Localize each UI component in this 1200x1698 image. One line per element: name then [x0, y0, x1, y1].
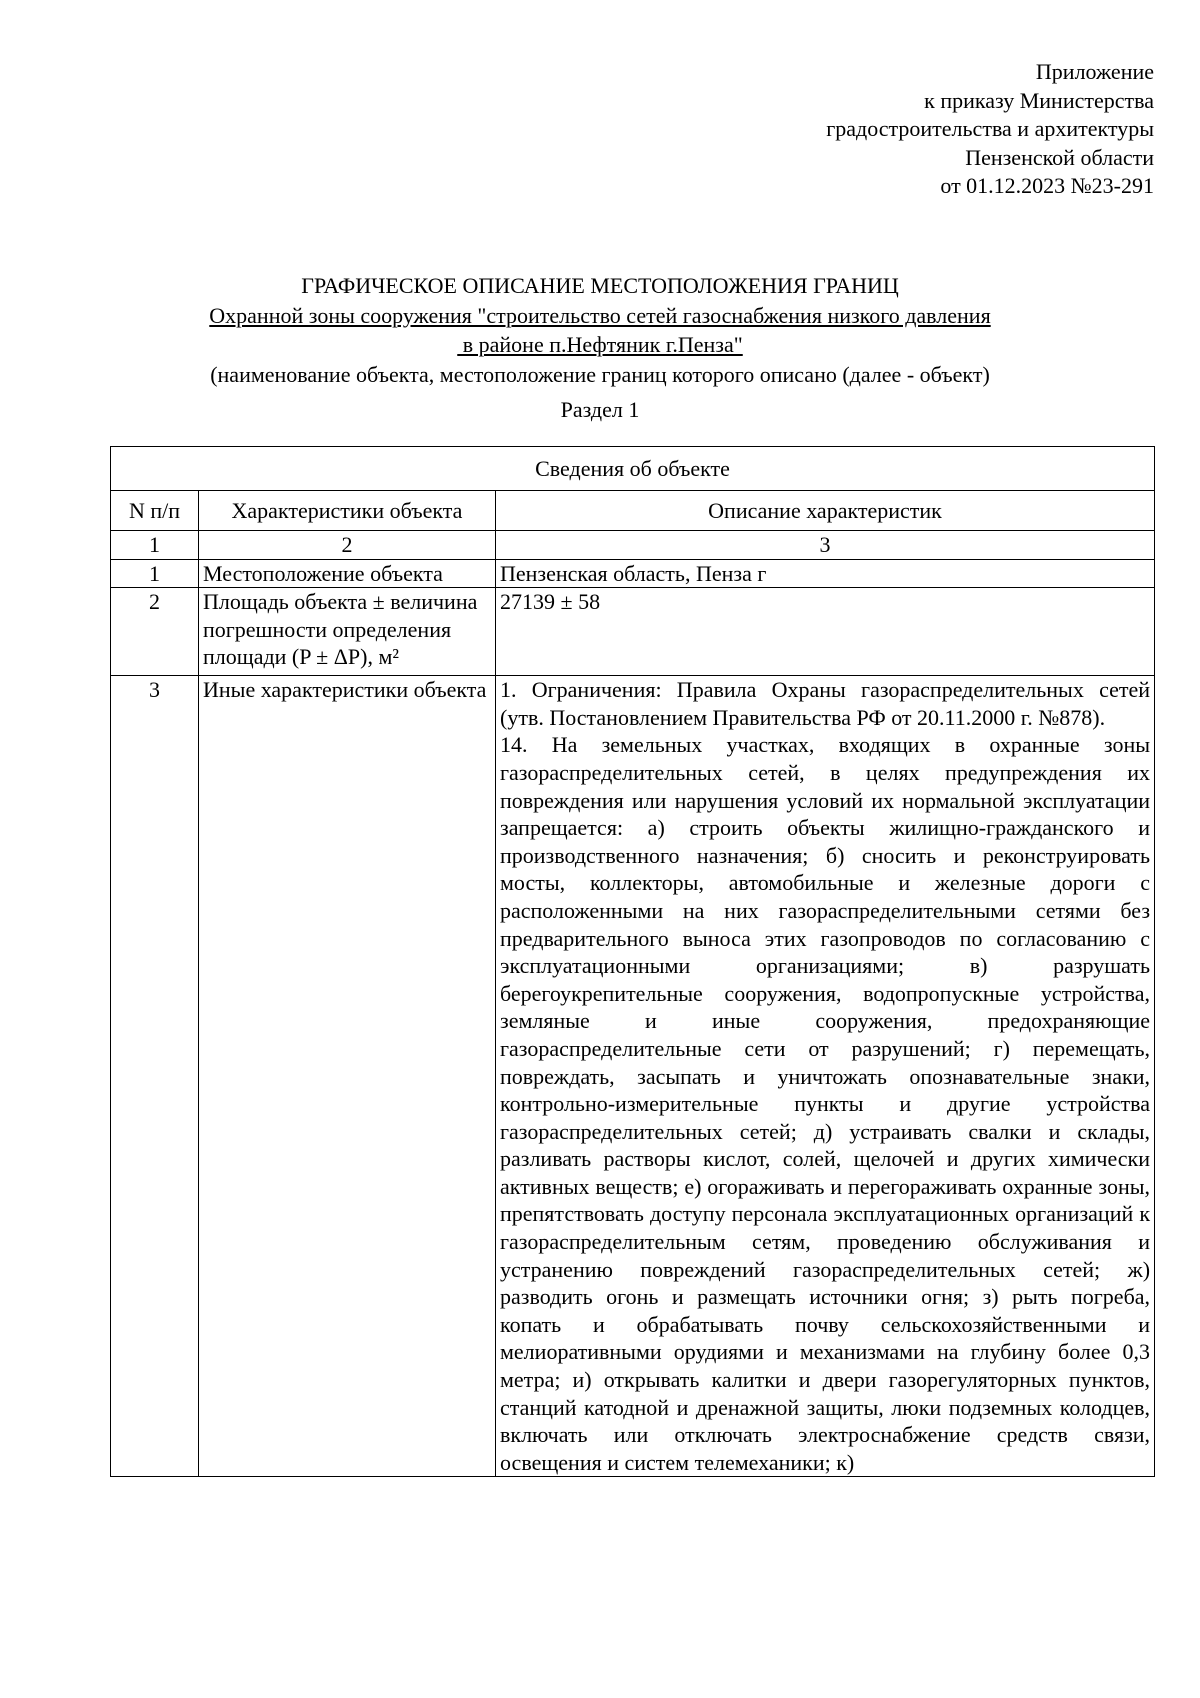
appendix-block: [826, 58, 1154, 201]
document-title: ГРАФИЧЕСКОЕ ОПИСАНИЕ МЕСТОПОЛОЖЕНИЯ ГРАНИЦ: [301, 273, 899, 298]
header-characteristic: Характеристики объекта: [199, 491, 496, 531]
restriction-paragraph: 1. Ограничения: Правила Охраны газораспределительных сетей (утв. Постановлением Правительства РФ от 20.11.2000 г. №878).: [500, 677, 1151, 730]
appendix-line: к приказу Министерства: [924, 87, 1154, 113]
appendix-line: градостроительства и архитектуры: [826, 116, 1154, 141]
appendix-line: от 01.12.2023 №23-291: [940, 173, 1154, 198]
restriction-paragraph: 14. На земельных участках, входящих в охранные зоны газораспределительных сетей, в целях предупреждения их повреждения или нарушения условий их нормальной эксплуатации запрещается: а) строить объекты жилищно-гражданского и производственного назначения; б) сносить и реконструировать мосты, коллекторы, автомобильные и железные дороги с расположенными на них газораспределительными сетями без предварительного выноса этих газопроводов по согласованию с эксплуатационными организациями; в) разрушать берегоукрепительные сооружения, водопропускные устройства, земляные и иные сооружения, предохраняющие газораспределительные сети от разрушений; г) перемещать, повреждать, засыпать и уничтожать опознавательные знаки, контрольно-измерительные пункты и другие устройства газораспределительных сетей; д) устраивать свалки и склады, разливать растворы кислот, солей, щелочей и других химически активных веществ; е) огораживать и перегораживать охранные зоны, препятствовать доступу персонала эксплуатационных организаций к газораспределительным сетям, проведению обслуживания и устранению повреждений газораспределительных сетей; ж) разводить огонь и размещать источники огня; з) рыть погреба, копать и обрабатывать почву сельскохозяйственными и мелиоративными орудиями и механизмами на глубину более 0,3 метра; и) открывать калитки и двери газорегуляторных пунктов, станций катодной и дренажной защиты, люки подземных колодцев, включать или отключать электроснабжение средств связи, освещения и систем телемеханики; к): [500, 732, 1151, 1475]
table-caption: Сведения об объекте: [111, 447, 1155, 491]
row-description: Пензенская область, Пенза г: [496, 559, 1155, 588]
object-name-note: (наименование объекта, местоположение границ которого описано (далее - объект): [210, 361, 990, 387]
section-title: Раздел 1: [560, 397, 640, 422]
row-characteristic: Местоположение объекта: [199, 559, 496, 588]
row-description: 27139 ± 58: [496, 588, 1155, 676]
object-name-line-1: Охранной зоны сооружения "строительство сетей газоснабжения низкого давления: [209, 302, 991, 328]
col-number-3: 3: [496, 531, 1155, 560]
object-info-table: [110, 446, 1155, 1477]
table-row: [111, 588, 1155, 676]
appendix-line: Пензенской области: [965, 144, 1154, 170]
column-numbers-row: [111, 531, 1155, 560]
table-row: [111, 559, 1155, 588]
row-num: 3: [111, 676, 199, 1477]
object-name-line-2: в районе п.Нефтяник г.Пенза": [457, 332, 743, 357]
appendix-line: Приложение: [1035, 59, 1154, 84]
row-num: 1: [111, 559, 199, 588]
col-number-1: 1: [111, 531, 199, 560]
row-characteristic: Иные характеристики объекта: [199, 676, 496, 1477]
header-description: Описание характеристик: [496, 491, 1155, 531]
row-num: 2: [111, 588, 199, 676]
table-row: [111, 676, 1155, 1477]
table-caption-row: [111, 447, 1155, 491]
document-heading: [0, 271, 1200, 425]
header-num: N п/п: [111, 491, 199, 531]
col-number-2: 2: [199, 531, 496, 560]
table-header-row: [111, 491, 1155, 531]
row-description: [496, 676, 1155, 1477]
row-characteristic: Площадь объекта ± величина погрешности определения площади (P ± ΔP), м²: [199, 588, 496, 676]
